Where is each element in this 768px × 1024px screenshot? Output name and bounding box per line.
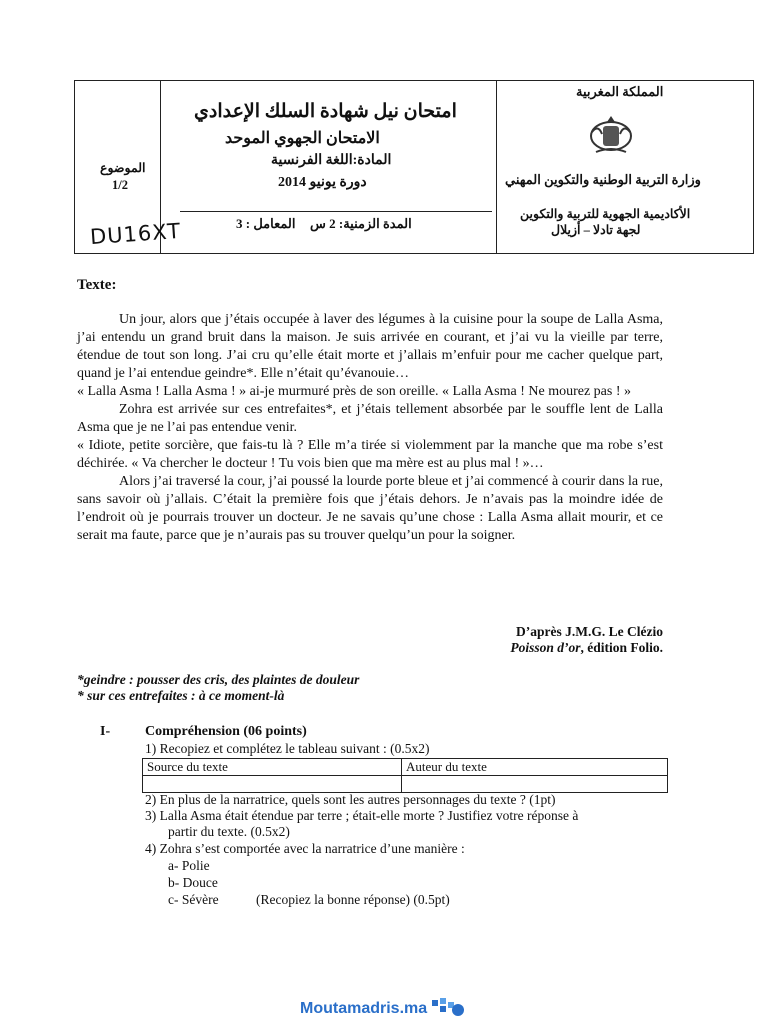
- academy-name: الأكاديمية الجهوية للتربية والتكوين: [520, 207, 691, 221]
- option-c: c- Sévère: [168, 892, 219, 907]
- paragraph-1: Un jour, alors que j’étais occupée à laver des légumes à la cuisine pour la soupe de Lalla Asma, j’ai entendu un grand bruit dans la maison. Je suis arrivée en courant, et j’ai vu la vieille par terre, étendue de tout son long. J’ai cru qu’elle était morte et j’allais m’enfuir pour me cacher quelque part, quand je l’ai entendue geindre*. Elle n’était qu’évanouie…: [77, 312, 663, 381]
- exam-subtitle: الامتحان الجهوي الموحد: [225, 130, 380, 147]
- exam-session: دورة يونيو 2014: [278, 175, 367, 190]
- table-header-source: Source du texte: [143, 759, 402, 776]
- paragraph-4: « Idiote, petite sorcière, que fais-tu là ? Elle m’a tirée si violemment par la manche que ma robe s’est déchirée. « Va chercher le docteur ! Tu vois bien que ma mère est au plus mal ! »…: [77, 438, 663, 471]
- watermark-logo-icon: [430, 996, 466, 1020]
- kingdom-emblem-icon: [588, 112, 634, 156]
- academy-region: لجهة تادلا – أزيلال: [551, 223, 641, 237]
- ministry-name: وزارة التربية الوطنية والتكوين المهني: [505, 172, 701, 187]
- text-body: [77, 311, 663, 545]
- exam-duration: المدة الزمنية: 2 س: [310, 216, 412, 231]
- table-cell-author: [402, 776, 668, 793]
- paragraph-2: « Lalla Asma ! Lalla Asma ! » ai-je murmuré près de son oreille. « Lalla Asma ! Ne mourez pas ! »: [77, 384, 631, 399]
- source-title: Poisson d’or: [510, 640, 581, 655]
- question-4: 4) Zohra s’est comportée avec la narratrice d’une manière :: [145, 841, 465, 856]
- source-book: [400, 640, 663, 656]
- option-a: a- Polie: [168, 858, 210, 873]
- header-divider-right: [496, 80, 497, 254]
- text-heading: Texte:: [77, 277, 117, 293]
- topic-label: الموضوع: [100, 161, 146, 175]
- source-author: D’après J.M.G. Le Clézio: [516, 624, 663, 639]
- table-cell-source: [143, 776, 402, 793]
- paragraph-3: Zohra est arrivée sur ces entrefaites*, et j’étais tellement absorbée par le souffle lent de Lalla Asma que je ne l’ai pas entendue venir.: [77, 402, 663, 435]
- kingdom-name: المملكة المغربية: [576, 84, 664, 99]
- answer-table: [142, 758, 668, 793]
- table-row: [143, 776, 668, 793]
- exam-subject: المادة:اللغة الفرنسية: [271, 153, 392, 168]
- option-instruction: (Recopiez la bonne réponse) (0.5pt): [256, 892, 450, 907]
- note-geindre: *geindre : pousser des cris, des plaintes de douleur: [77, 672, 360, 687]
- page-number: 1/2: [112, 178, 128, 192]
- question-2: 2) En plus de la narratrice, quels sont les autres personnages du texte ? (1pt): [145, 792, 556, 807]
- question-1: 1) Recopiez et complétez le tableau suivant : (0.5x2): [145, 741, 430, 756]
- exam-coefficient: المعامل : 3: [236, 216, 296, 231]
- handwritten-code: DU16XT: [89, 218, 182, 250]
- question-3: 3) Lalla Asma était étendue par terre ; était-elle morte ? Justifiez votre réponse à: [145, 808, 579, 823]
- table-header-author: Auteur du texte: [402, 759, 668, 776]
- note-entrefaites: * sur ces entrefaites : à ce moment-là: [77, 688, 285, 703]
- header-duration-rule: [180, 211, 492, 212]
- paragraph-5: Alors j’ai traversé la cour, j’ai poussé la lourde porte bleue et j’ai commencé à courir dans la rue, sans savoir où j’allais. C’était la première fois que j’étais dehors. Je n’avais pas la moindre idée de l’endroit où je pourrais trouver un docteur. Je ne savais qu’une chose : Lalla Asma allait mourir, et ce serait ma faute, parce que je n’aurais pas su trouver quelqu’un pour la soigner.: [77, 474, 663, 543]
- section-number: I-: [100, 724, 111, 739]
- question-3-continued: partir du texte. (0.5x2): [168, 824, 290, 839]
- table-row: [143, 759, 668, 776]
- exam-title: امتحان نيل شهادة السلك الإعدادي: [194, 101, 457, 122]
- section-title: Compréhension (06 points): [145, 724, 307, 739]
- watermark: Moutamadris.ma: [300, 1000, 428, 1017]
- source-edition: , édition Folio.: [580, 640, 663, 655]
- option-b: b- Douce: [168, 875, 218, 890]
